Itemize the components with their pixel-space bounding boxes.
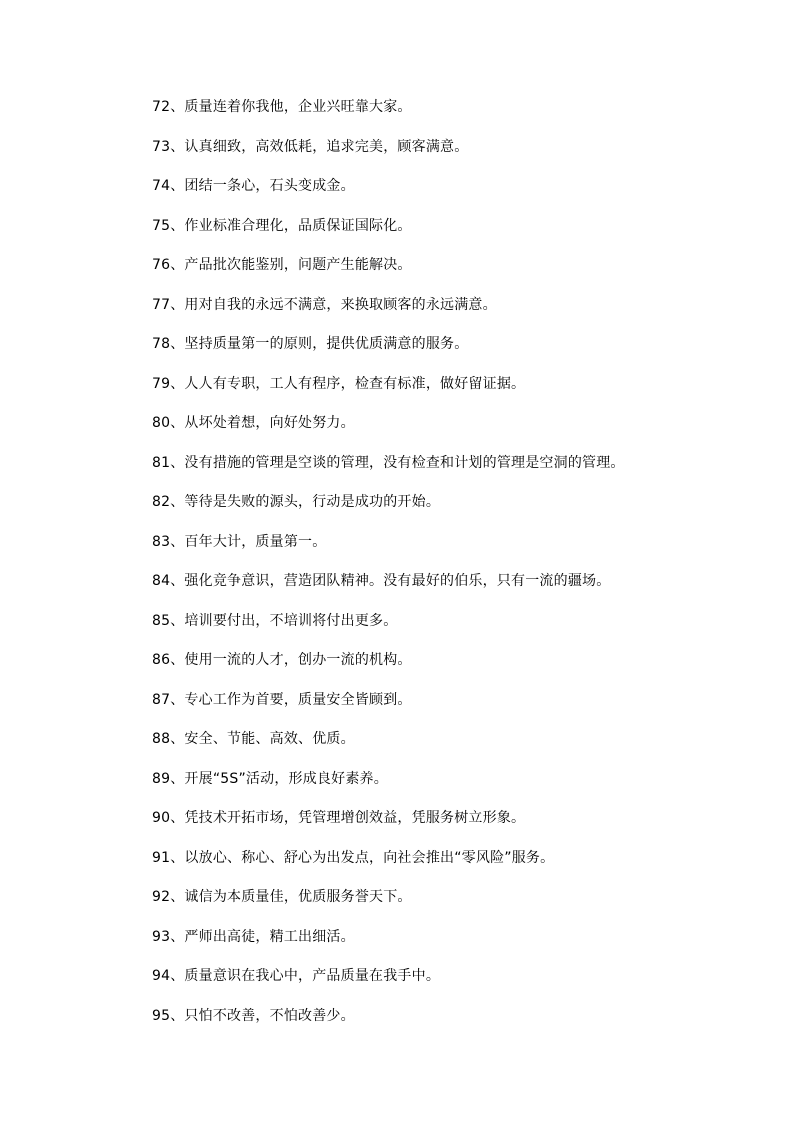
slogan-list [152,94,772,1042]
list-item: 85、培训要付出，不培训将付出更多。 [152,612,398,629]
list-item: 81、没有措施的管理是空谈的管理，没有检查和计划的管理是空洞的管理。 [152,454,625,471]
list-item: 86、使用一流的人才，创办一流的机构。 [152,652,412,668]
list-item: 73、认真细致，高效低耗，追求完美，顾客满意。 [152,138,469,155]
list-item: 90、凭技术开拓市场，凭管理增创效益，凭服务树立形象。 [152,810,526,826]
list-item: 79、人人有专职，工人有程序，检查有标准，做好留证据。 [152,375,526,392]
list-item: 77、用对自我的永远不满意，来换取顾客的永远满意。 [152,296,497,313]
list-item: 78、坚持质量第一的原则，提供优质满意的服务。 [152,336,469,352]
list-item: 72、质量连着你我他，企业兴旺靠大家。 [152,99,412,115]
list-item: 80、从坏处着想，向好处努力。 [152,415,355,431]
list-item: 93、严师出高徒，精工出细活。 [152,928,355,945]
list-item: 87、专心工作为首要，质量安全皆顾到。 [152,691,412,708]
list-item: 94、质量意识在我心中，产品质量在我手中。 [152,968,441,984]
list-item: 95、只怕不改善，不怕改善少。 [152,1007,355,1024]
list-item: 83、百年大计，质量第一。 [152,533,327,550]
list-item: 74、团结一条心，石头变成金。 [152,178,355,194]
list-item: 89、开展“5S”活动，形成良好素养。 [152,770,388,787]
list-item: 84、强化竞争意识，营造团队精神。没有最好的伯乐，只有一流的疆场。 [152,573,611,589]
list-item: 82、等待是失败的源头，行动是成功的开始。 [152,494,441,510]
list-item: 92、诚信为本质量佳，优质服务誉天下。 [152,889,412,905]
list-item: 76、产品批次能鉴别，问题产生能解决。 [152,257,412,273]
list-item: 88、安全、节能、高效、优质。 [152,731,355,747]
list-item: 75、作业标准合理化，品质保证国际化。 [152,217,412,234]
list-item: 91、以放心、称心、舒心为出发点，向社会推出“零风险”服务。 [152,849,555,866]
